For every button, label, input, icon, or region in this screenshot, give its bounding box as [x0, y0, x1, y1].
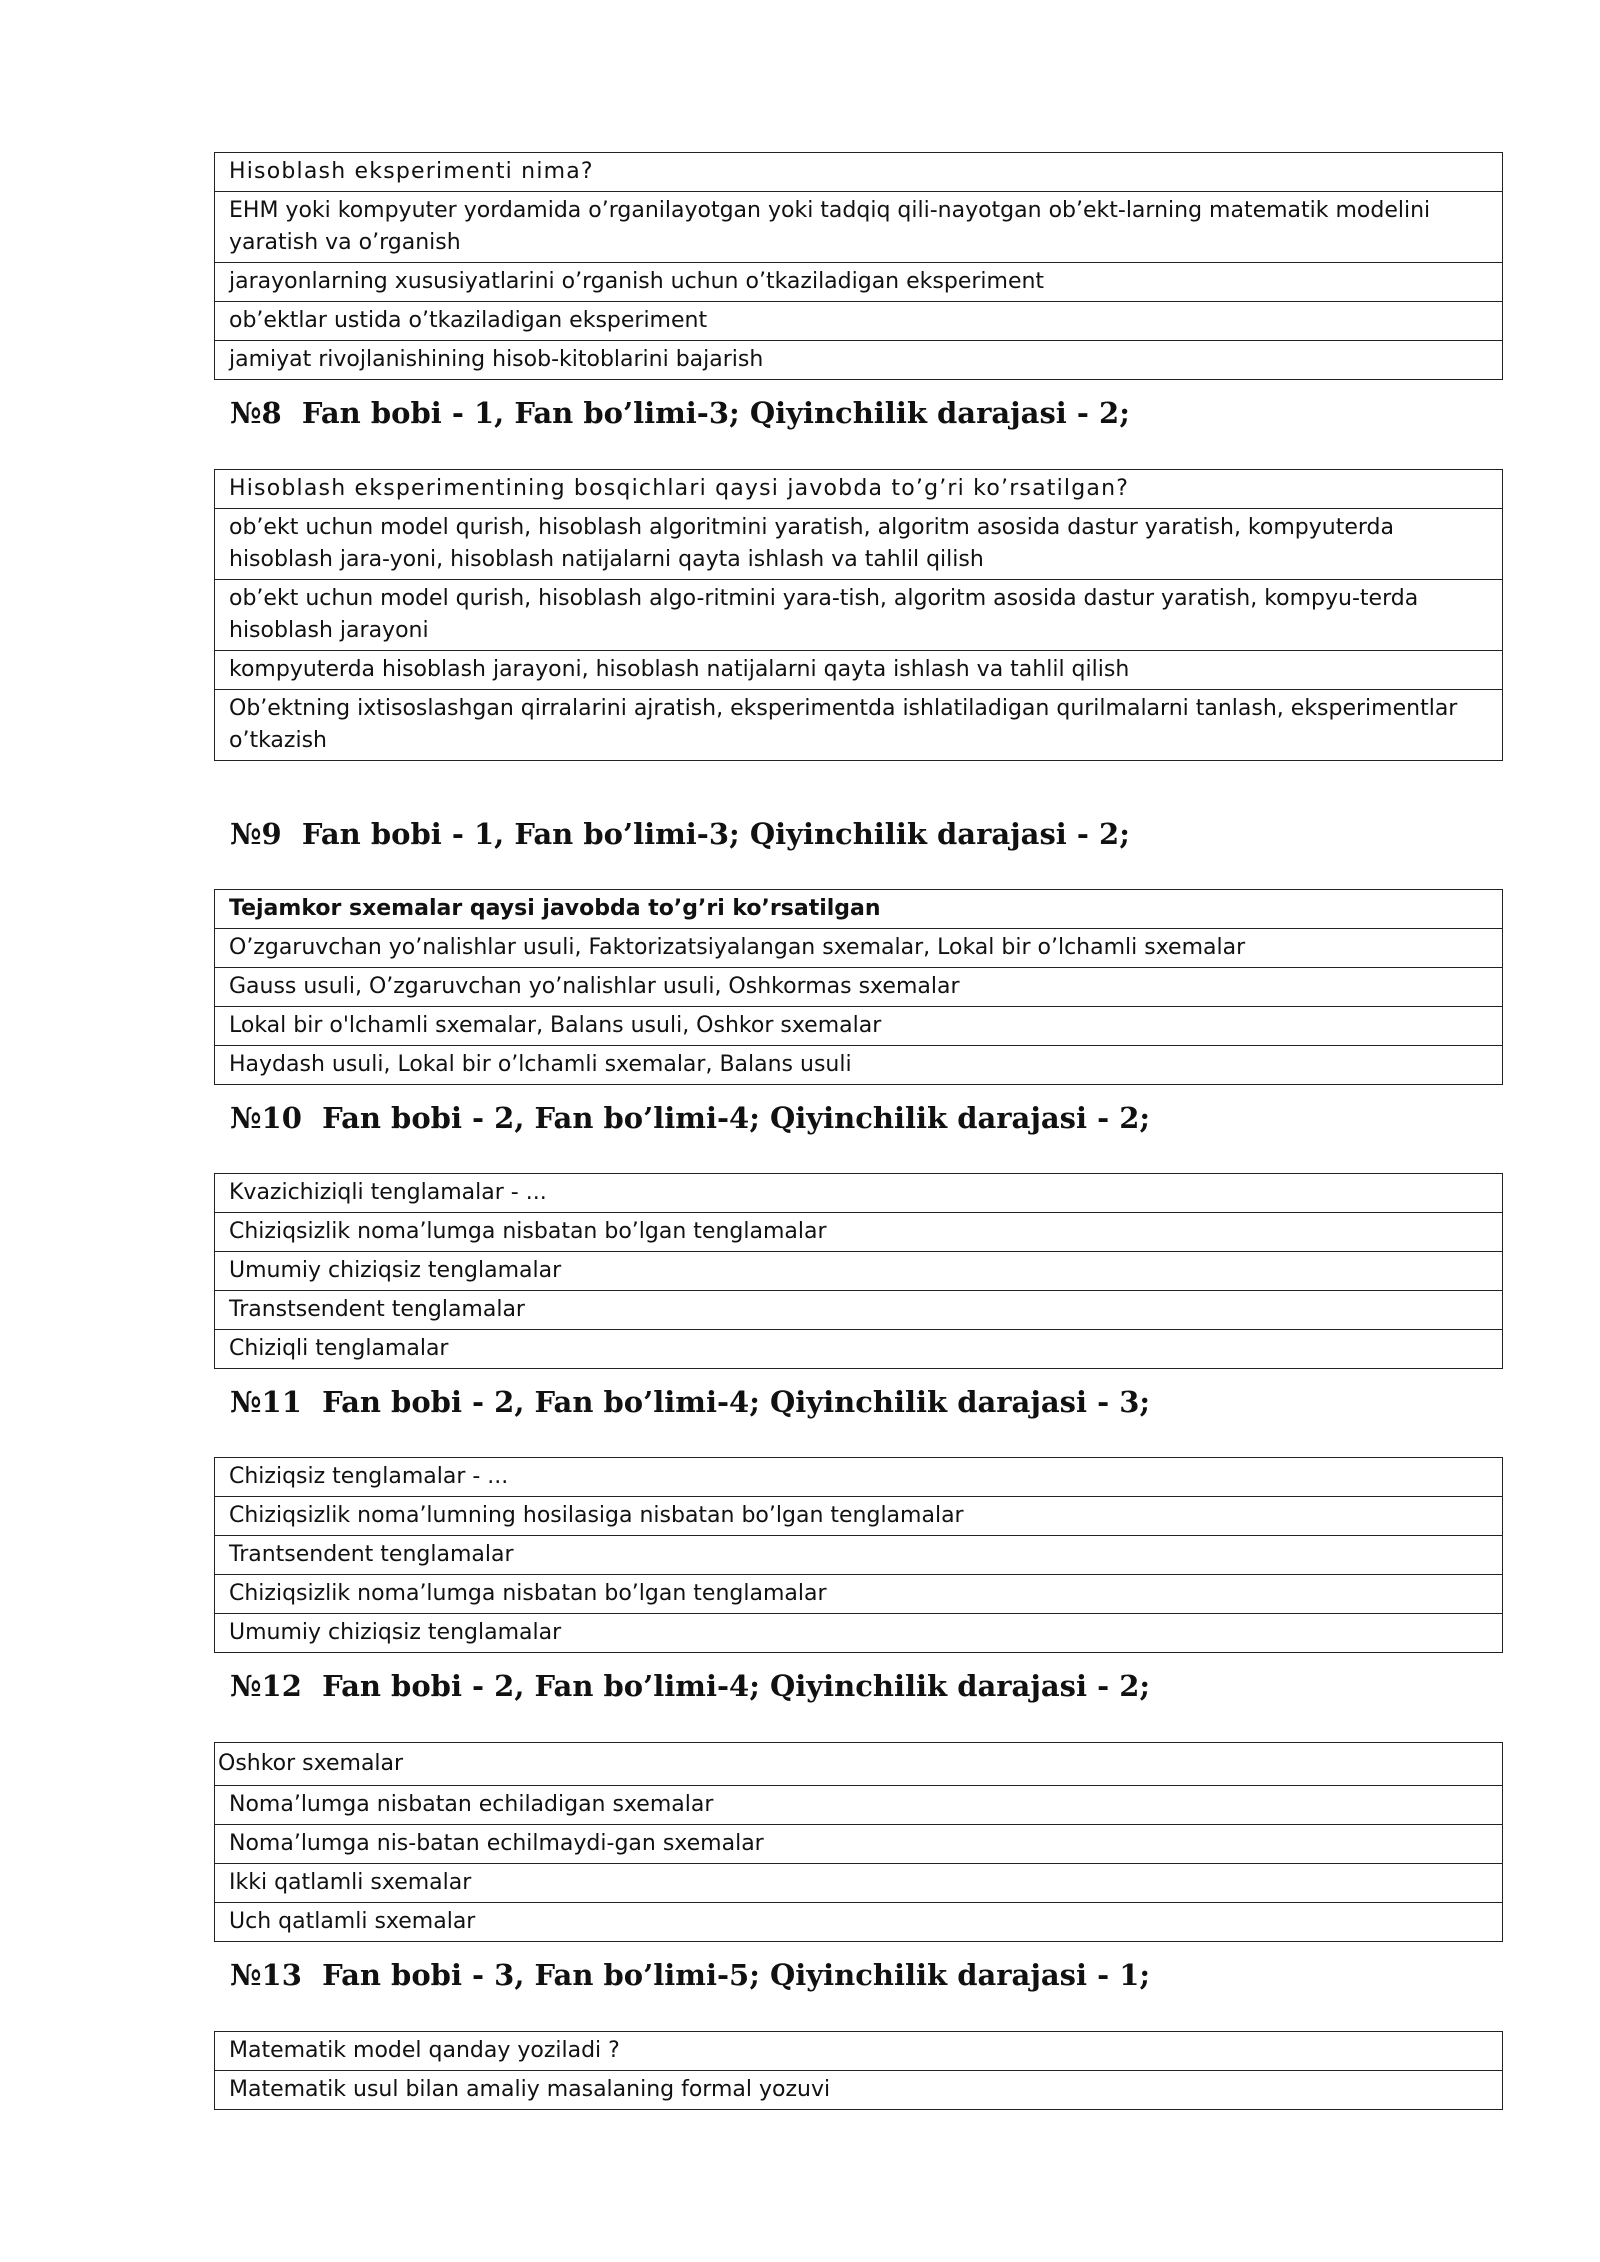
answer-option: Haydash usuli, Lokal bir o’lchamli sxemalar, Balans usuli	[215, 1045, 1502, 1084]
answer-option: Ob’ektning ixtisoslashgan qirralarini ajratish, eksperimentda ishlatiladigan qurilmalarni tanlash, eksperimentlar o’tkazish	[215, 689, 1502, 760]
answer-option: Gauss usuli, O’zgaruvchan yo’nalishlar usuli, Oshkormas sxemalar	[215, 967, 1502, 1006]
answer-option: Umumiy chiziqsiz tenglamalar	[215, 1613, 1502, 1652]
answer-option: Chiziqsizlik noma’lumning hosilasiga nisbatan bo’lgan tenglamalar	[215, 1496, 1502, 1535]
question-heading: №8 Fan bobi - 1, Fan bo’limi-3; Qiyinchilik darajasi - 2;	[230, 396, 1130, 430]
answer-option: ob’ektlar ustida o’tkaziladigan eksperiment	[215, 301, 1502, 340]
answer-option: O’zgaruvchan yo’nalishlar usuli, Faktorizatsiyalangan sxemalar, Lokal bir o’lchamli sxemalar	[215, 928, 1502, 967]
question-table	[214, 152, 1503, 380]
answer-option: kompyuterda hisoblash jarayoni, hisoblash natijalarni qayta ishlash va tahlil qilish	[215, 650, 1502, 689]
answer-option: Ikki qatlamli sxemalar	[215, 1863, 1502, 1902]
answer-option: Transtsendent tenglamalar	[215, 1290, 1502, 1329]
question-table	[214, 1173, 1503, 1369]
answer-option: Noma’lumga nis-batan echilmaydi-gan sxemalar	[215, 1824, 1502, 1863]
question-table	[214, 889, 1503, 1085]
question-table	[214, 2031, 1503, 2110]
question-text: Chiziqsiz tenglamalar - ...	[229, 1464, 509, 1489]
question-text: Hisoblash eksperimentining bosqichlari qaysi javobda to’g’ri ko’rsatilgan?	[229, 476, 1130, 501]
answer-option: ob’ekt uchun model qurish, hisoblash algo-ritmini yara-tish, algoritm asosida dastur yaratish, kompyu-terda hisoblash jarayoni	[215, 579, 1502, 650]
answer-option: jarayonlarning xususiyatlarini o’rganish uchun o’tkaziladigan eksperiment	[215, 262, 1502, 301]
answer-option: Chiziqli tenglamalar	[215, 1329, 1502, 1368]
question-table	[214, 1742, 1503, 1942]
question-text: Oshkor sxemalar	[218, 1751, 404, 1776]
answer-option: ob’ekt uchun model qurish, hisoblash algoritmini yaratish, algoritm asosida dastur yaratish, kompyuterda hisoblash jara-yoni, hisoblash natijalarni qayta ishlash va tahlil qilish	[215, 508, 1502, 579]
answer-option: Uch qatlamli sxemalar	[215, 1902, 1502, 1941]
question-text: Tejamkor sxemalar qaysi javobda to’g’ri ko’rsatilgan	[229, 896, 881, 921]
question-heading: №10 Fan bobi - 2, Fan bo’limi-4; Qiyinchilik darajasi - 2;	[230, 1101, 1151, 1135]
answer-option: jamiyat rivojlanishining hisob-kitoblarini bajarish	[215, 340, 1502, 379]
question-heading: №12 Fan bobi - 2, Fan bo’limi-4; Qiyinchilik darajasi - 2;	[230, 1669, 1151, 1703]
question-table	[214, 1457, 1503, 1653]
question-text: Hisoblash eksperimenti nima?	[229, 159, 594, 184]
question-text: Matematik model qanday yoziladi ?	[229, 2038, 620, 2063]
question-heading: №13 Fan bobi - 3, Fan bo’limi-5; Qiyinchilik darajasi - 1;	[230, 1958, 1151, 1992]
answer-option: Trantsendent tenglamalar	[215, 1535, 1502, 1574]
answer-option: EHM yoki kompyuter yordamida o’rganilayotgan yoki tadqiq qili-nayotgan ob’ekt-larning matematik modelini yaratish va o’rganish	[215, 191, 1502, 262]
answer-option: Noma’lumga nisbatan echiladigan sxemalar	[215, 1785, 1502, 1824]
answer-option: Matematik usul bilan amaliy masalaning formal yozuvi	[215, 2070, 1502, 2109]
question-table	[214, 469, 1503, 761]
answer-option: Lokal bir o'lchamli sxemalar, Balans usuli, Oshkor sxemalar	[215, 1006, 1502, 1045]
question-text: Kvazichiziqli tenglamalar - ...	[229, 1180, 547, 1205]
answer-option: Umumiy chiziqsiz tenglamalar	[215, 1251, 1502, 1290]
question-heading: №11 Fan bobi - 2, Fan bo’limi-4; Qiyinchilik darajasi - 3;	[230, 1385, 1151, 1419]
answer-option: Chiziqsizlik noma’lumga nisbatan bo’lgan tenglamalar	[215, 1212, 1502, 1251]
question-heading: №9 Fan bobi - 1, Fan bo’limi-3; Qiyinchilik darajasi - 2;	[230, 817, 1130, 851]
answer-option: Chiziqsizlik noma’lumga nisbatan bo’lgan tenglamalar	[215, 1574, 1502, 1613]
